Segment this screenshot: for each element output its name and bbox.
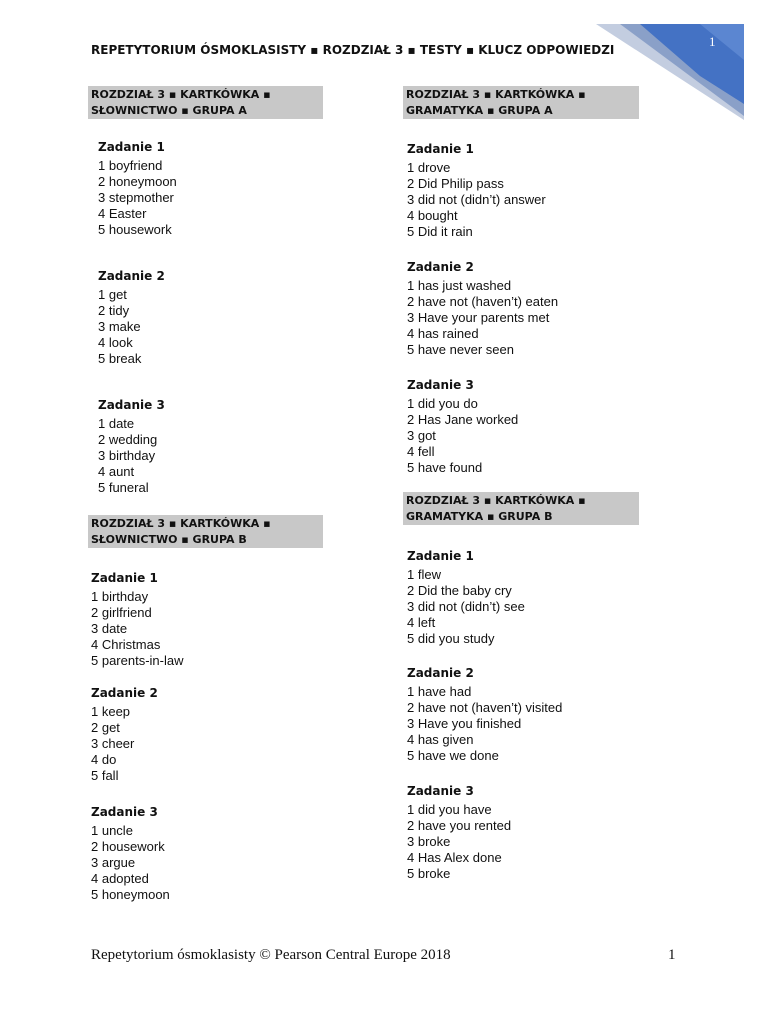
answer-item: 3 did not (didn’t) answer [407,192,546,207]
answer-item: 1 uncle [91,823,133,838]
answer-item: 3 birthday [98,448,156,463]
answer-item: 4 Has Alex done [407,850,502,865]
task-title: Zadanie 3 [407,784,474,798]
task-title: Zadanie 3 [98,398,165,412]
answer-item: 2 wedding [98,432,158,447]
answer-item: 3 Have you finished [407,716,522,731]
answer-item: 3 stepmother [98,190,174,205]
section-header-line: ROZDZIAŁ 3 ▪ KARTKÓWKA ▪ [91,517,271,530]
answer-item: 5 have found [407,460,483,475]
answer-item: 5 housework [98,222,172,237]
task-title: Zadanie 3 [91,805,158,819]
task-title: Zadanie 2 [407,666,474,680]
task-block [91,804,170,903]
answer-item: 1 have had [407,684,472,699]
task-title: Zadanie 2 [98,269,165,283]
answer-item: 3 broke [407,834,451,849]
answer-item: 1 birthday [91,589,149,604]
answer-item: 1 did you have [407,802,492,817]
task-block [407,783,511,882]
task-block [407,665,562,764]
answer-item: 3 date [91,621,128,636]
task-title: Zadanie 1 [407,142,474,156]
answer-item: 2 have not (haven’t) visited [407,700,563,715]
answer-item: 5 Did it rain [407,224,473,239]
section-header-gramatyka-b [403,492,639,525]
answer-item: 4 Easter [98,206,147,221]
answer-item: 3 Have your parents met [407,310,550,325]
answer-item: 4 fell [407,444,435,459]
answer-item: 5 have we done [407,748,499,763]
answer-item: 3 make [98,319,141,334]
task-title: Zadanie 2 [407,260,474,274]
section-header-line: ROZDZIAŁ 3 ▪ KARTKÓWKA ▪ [91,88,271,101]
section-header-line: SŁOWNICTWO ▪ GRUPA B [91,533,247,546]
answer-item: 1 has just washed [407,278,512,293]
answer-item: 5 funeral [98,480,149,495]
answer-item: 4 has rained [407,326,479,341]
answer-item: 1 did you do [407,396,478,411]
section-header-slownictwo-b [88,515,323,548]
answer-item: 2 Did Philip pass [407,176,504,191]
answer-item: 4 do [91,752,117,767]
task-block [91,685,158,784]
task-title: Zadanie 1 [98,140,165,154]
footer-page-number: 1 [668,947,676,963]
answer-item: 4 left [407,615,436,630]
answer-item: 2 girlfriend [91,605,152,620]
answer-item: 1 boyfriend [98,158,163,173]
task-title: Zadanie 2 [91,686,158,700]
footer-copyright: Repetytorium ósmoklasisty © Pearson Central Europe 2018 [91,947,451,963]
page-title: REPETYTORIUM ÓSMOKLASISTY ▪ ROZDZIAŁ 3 ▪ TESTY ▪ KLUCZ ODPOWIEDZI [91,43,615,57]
section-header-line: ROZDZIAŁ 3 ▪ KARTKÓWKA ▪ [406,494,586,507]
task-title: Zadanie 1 [407,549,474,563]
answer-item: 2 get [91,720,120,735]
task-block [91,570,184,669]
task-block [407,141,546,240]
answer-item: 3 cheer [91,736,135,751]
answer-item: 5 did you study [407,631,495,646]
task-block [407,377,518,476]
answer-item: 3 got [407,428,436,443]
section-header-line: SŁOWNICTWO ▪ GRUPA A [91,104,247,117]
answer-item: 4 Christmas [91,637,161,652]
answer-item: 2 have not (haven’t) eaten [407,294,559,309]
section-header-line: GRAMATYKA ▪ GRUPA A [406,104,553,117]
header-page-number: 1 [709,34,716,49]
answer-item: 3 did not (didn’t) see [407,599,525,614]
section-header-slownictwo-a [88,86,323,119]
task-block [98,397,165,496]
answer-item: 4 bought [407,208,458,223]
answer-item: 5 honeymoon [91,887,170,902]
task-title: Zadanie 3 [407,378,474,392]
answer-item: 1 date [98,416,135,431]
answer-item: 5 parents-in-law [91,653,184,668]
answer-item: 1 flew [407,567,441,582]
section-header-gramatyka-a [403,86,639,119]
answer-item: 5 have never seen [407,342,514,357]
task-block [98,139,177,238]
answer-item: 1 get [98,287,127,302]
answer-item: 4 adopted [91,871,149,886]
answer-item: 2 Has Jane worked [407,412,519,427]
answer-item: 4 aunt [98,464,135,479]
answer-item: 1 drove [407,160,451,175]
answer-item: 5 fall [91,768,119,783]
answer-item: 3 argue [91,855,136,870]
task-block [407,548,525,647]
answer-item: 2 tidy [98,303,130,318]
answer-item: 2 honeymoon [98,174,177,189]
task-title: Zadanie 1 [91,571,158,585]
answer-item: 4 look [98,335,133,350]
answer-item: 1 keep [91,704,131,719]
section-header-line: GRAMATYKA ▪ GRUPA B [406,510,553,523]
answer-item: 5 break [98,351,142,366]
task-block [98,268,165,367]
answer-item: 2 Did the baby cry [407,583,512,598]
answer-item: 4 has given [407,732,474,747]
answer-item: 2 housework [91,839,165,854]
section-header-line: ROZDZIAŁ 3 ▪ KARTKÓWKA ▪ [406,88,586,101]
answer-item: 5 broke [407,866,451,881]
answer-item: 2 have you rented [407,818,512,833]
task-block [407,259,558,358]
